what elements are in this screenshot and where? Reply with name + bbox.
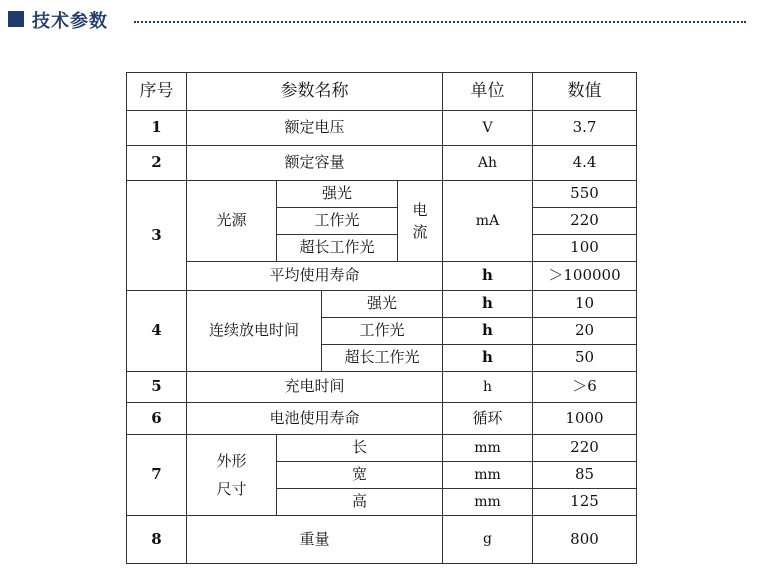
param-name: 平均使用寿命 [187,262,443,291]
param-unit: Ah [443,146,533,181]
param-unit: h [443,372,533,403]
param-name: 电池使用寿命 [187,403,443,435]
dimension-name: 长 [277,435,443,462]
param-value: 4.4 [533,146,637,181]
param-unit: 循环 [443,403,533,435]
dotted-divider [134,21,746,23]
row-index: 2 [127,146,187,181]
param-value: 10 [533,291,637,318]
param-unit: mm [443,435,533,462]
table-row [127,181,637,208]
row-index: 3 [127,181,187,291]
dimension-name: 宽 [277,462,443,489]
param-name: 额定电压 [187,111,443,146]
table-row [127,516,637,564]
param-value: 100 [533,235,637,262]
square-bullet-icon [8,11,24,27]
param-value: ＞6 [533,372,637,403]
light-mode: 强光 [277,181,398,208]
discharge-group: 连续放电时间 [187,291,322,372]
light-mode: 工作光 [322,318,443,345]
param-unit: mm [443,489,533,516]
param-unit: h [443,291,533,318]
header-name: 参数名称 [187,73,443,111]
row-index: 4 [127,291,187,372]
table-row [127,372,637,403]
param-unit: mm [443,462,533,489]
param-value: 800 [533,516,637,564]
dimensions-label-line1: 外形 [216,451,247,470]
row-index: 8 [127,516,187,564]
param-value: 50 [533,345,637,372]
param-unit: g [443,516,533,564]
row-index: 7 [127,435,187,516]
current-label-cell [398,181,443,262]
param-name: 充电时间 [187,372,443,403]
param-unit: h [443,318,533,345]
row-index: 5 [127,372,187,403]
current-label: 电流 [412,200,428,241]
param-unit: mA [443,181,533,262]
param-value: 85 [533,462,637,489]
param-value: ＞100000 [533,262,637,291]
header-index: 序号 [127,73,187,111]
dimensions-group [187,435,277,516]
light-mode: 超长工作光 [322,345,443,372]
param-value: 125 [533,489,637,516]
param-value: 220 [533,208,637,235]
light-mode: 工作光 [277,208,398,235]
param-value: 1000 [533,403,637,435]
header-unit: 单位 [443,73,533,111]
dimensions-label-line2: 尺寸 [216,480,247,498]
param-value: 550 [533,181,637,208]
dimension-name: 高 [277,489,443,516]
param-value: 3.7 [533,111,637,146]
header-value: 数值 [533,73,637,111]
param-name: 重量 [187,516,443,564]
row-index: 6 [127,403,187,435]
table-row [127,291,637,318]
section-header [8,6,750,32]
table-row [127,111,637,146]
light-source-group: 光源 [187,181,277,262]
param-value: 220 [533,435,637,462]
table-row [127,146,637,181]
section-title: 技术参数 [32,11,108,32]
table-row [127,262,637,291]
light-mode: 超长工作光 [277,235,398,262]
param-unit: h [443,345,533,372]
param-value: 20 [533,318,637,345]
table-row [127,435,637,462]
param-name: 额定容量 [187,146,443,181]
row-index: 1 [127,111,187,146]
table-row [127,403,637,435]
spec-table [126,72,637,564]
param-unit: V [443,111,533,146]
param-unit: h [443,262,533,291]
table-header-row [127,73,637,111]
light-mode: 强光 [322,291,443,318]
